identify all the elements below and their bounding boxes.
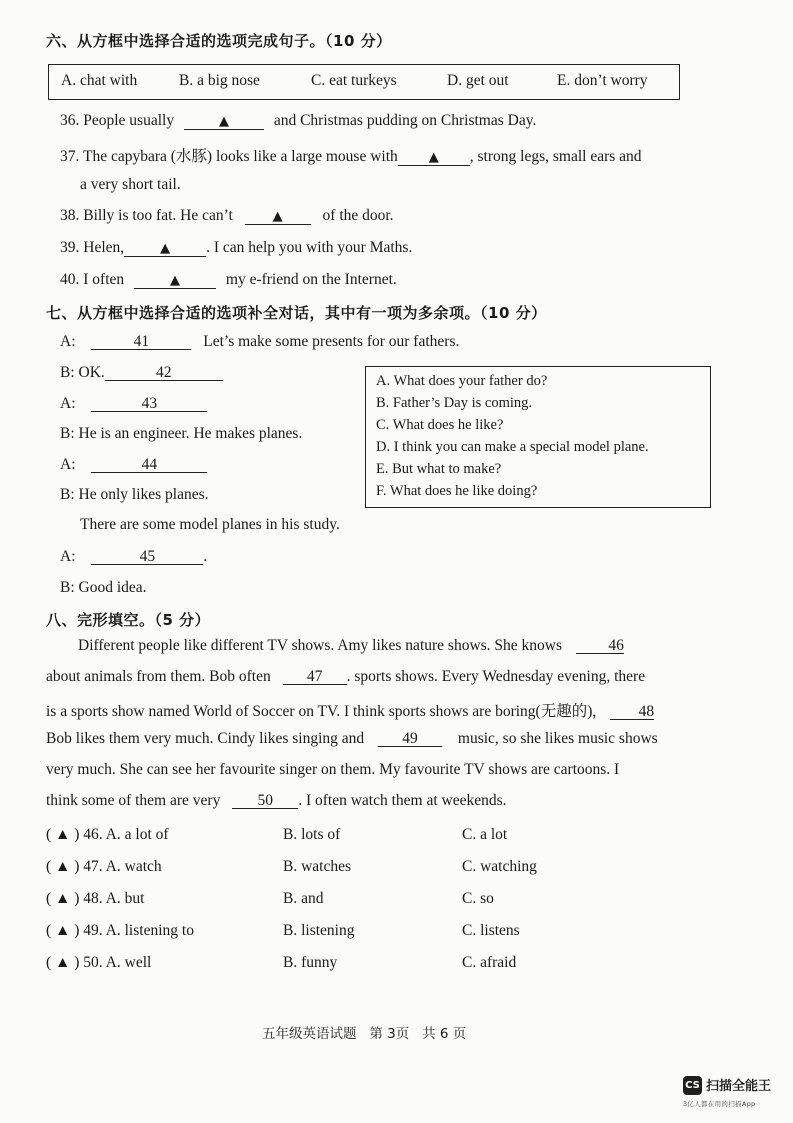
choice-46-b[interactable]: B. lots of [283, 826, 341, 843]
passage-text: Bob likes them very much. Cindy likes singing and [46, 730, 365, 747]
question-39-rest: . I can help you with your Maths. [206, 239, 413, 256]
section7-option-box [365, 366, 711, 508]
answer-blank-40[interactable] [134, 273, 216, 289]
section6-heading: 六、从方框中选择合适的选项完成句子。（10 分） [46, 32, 392, 50]
passage-text: is a sports show named World of Soccer on TV. I think sports shows are boring(无趣的), [46, 703, 597, 720]
passage-text: Different people like different TV shows. Amy likes nature shows. She knows [78, 637, 563, 654]
passage-line-3 [46, 699, 654, 721]
passage-text: music, so she likes music shows [457, 730, 658, 747]
section7-option-f: F. What does he like doing? [376, 483, 538, 499]
dialog-line-good-idea: B: Good idea. [60, 579, 147, 596]
answer-blank-36[interactable] [184, 114, 264, 130]
choice-a: ( ▲ ) 50. A. well [46, 954, 152, 971]
section6-option-e: E. don’t worry [557, 72, 648, 89]
answer-blank-42[interactable]: 42 [105, 366, 223, 381]
passage-text: . sports shows. Every Wednesday evening, there [346, 668, 646, 685]
section6-option-a: A. chat with [61, 72, 138, 89]
section7-heading: 七、从方框中选择合适的选项补全对话，其中有一项为多余项。（10 分） [46, 304, 547, 322]
choice-48-b[interactable]: B. and [283, 890, 324, 907]
passage-line-4 [46, 730, 658, 748]
triangle-mark-icon: ▲ [428, 150, 439, 165]
dialog-speaker: A: [60, 395, 76, 412]
dialog-speaker: A: [60, 548, 76, 565]
answer-blank-38[interactable] [245, 209, 311, 225]
question-39-text: 39. Helen, [60, 239, 125, 256]
dialog-line-43 [60, 395, 207, 413]
choice-row-47[interactable] [46, 858, 162, 876]
choice-50-b[interactable]: B. funny [283, 954, 338, 971]
dialog-text: Let’s make some presents for our fathers. [203, 333, 460, 350]
question-40 [60, 271, 397, 289]
dialog-speaker: B: OK. [60, 364, 105, 381]
choice-47-b[interactable]: B. watches [283, 858, 352, 875]
answer-blank-39[interactable] [124, 241, 206, 257]
triangle-mark-icon: ▲ [218, 114, 229, 129]
choice-a: ( ▲ ) 47. A. watch [46, 858, 162, 875]
choice-a: ( ▲ ) 49. A. listening to [46, 922, 194, 939]
passage-text: think some of them are very [46, 792, 221, 809]
answer-blank-41[interactable]: 41 [91, 335, 191, 350]
choice-row-48[interactable] [46, 890, 144, 908]
section6-option-c: C. eat turkeys [311, 72, 397, 89]
question-36-text: 36. People usually [60, 112, 175, 129]
page-footer: 五年级英语试题 第 3页 共 6 页 [262, 1026, 467, 1042]
answer-blank-47[interactable]: 47 [283, 670, 347, 685]
section7-option-d: D. I think you can make a special model plane. [376, 439, 649, 455]
answer-blank-46[interactable]: 46 [576, 639, 624, 654]
passage-text: about animals from them. Bob often [46, 668, 271, 685]
triangle-mark-icon: ▲ [160, 241, 171, 256]
passage-line-5: very much. She can see her favourite singer on them. My favourite TV shows are cartoons. I [46, 761, 620, 778]
triangle-mark-icon: ▲ [272, 209, 283, 224]
camscanner-name: 扫描全能王 [706, 1079, 772, 1094]
choice-a: ( ▲ ) 48. A. but [46, 890, 145, 907]
choice-47-c[interactable]: C. watching [462, 858, 537, 875]
answer-blank-49[interactable]: 49 [378, 732, 442, 747]
question-38-text: 38. Billy is too fat. He can’t [60, 207, 233, 224]
question-36-rest: and Christmas pudding on Christmas Day. [273, 112, 537, 129]
answer-blank-45[interactable]: 45 [91, 550, 203, 565]
answer-blank-48[interactable]: 48 [610, 705, 654, 720]
choice-row-50[interactable] [46, 954, 151, 972]
dialog-line-45 [60, 548, 207, 566]
dialog-text: . [203, 548, 208, 565]
choice-49-c[interactable]: C. listens [462, 922, 520, 939]
section7-option-a: A. What does your father do? [376, 373, 548, 389]
choice-a: ( ▲ ) 46. A. a lot of [46, 826, 169, 843]
question-37-text: 37. The capybara (水豚) looks like a large mouse with [60, 148, 398, 165]
dialog-line-b-engineer: B: He is an engineer. He makes planes. [60, 425, 303, 442]
camscanner-tagline: 3亿人都在用的扫描App [683, 1100, 756, 1108]
answer-blank-43[interactable]: 43 [91, 397, 207, 412]
dialog-line-41 [60, 333, 459, 351]
dialog-line-42 [60, 364, 223, 382]
camscanner-logo-icon: CS [683, 1076, 702, 1095]
section6-option-d: D. get out [447, 72, 509, 89]
triangle-mark-icon: ▲ [170, 273, 181, 288]
question-36 [60, 112, 536, 130]
section7-option-b: B. Father’s Day is coming. [376, 395, 532, 411]
question-40-text: 40. I often [60, 271, 125, 288]
section7-option-c: C. What does he like? [376, 417, 504, 433]
passage-line-6 [46, 792, 507, 810]
choice-50-c[interactable]: C. afraid [462, 954, 517, 971]
choice-row-49[interactable] [46, 922, 194, 940]
passage-line-1 [78, 637, 624, 655]
question-37-continued: a very short tail. [80, 176, 181, 193]
choice-49-b[interactable]: B. listening [283, 922, 355, 939]
passage-text: . I often watch them at weekends. [298, 792, 507, 809]
dialog-line-b-planes: B: He only likes planes. [60, 486, 209, 503]
section7-option-e: E. But what to make? [376, 461, 502, 477]
answer-blank-50[interactable]: 50 [232, 794, 298, 809]
dialog-line-44 [60, 456, 207, 474]
question-38-rest: of the door. [322, 207, 394, 224]
section6-option-box [48, 64, 680, 100]
answer-blank-37[interactable] [398, 150, 470, 166]
choice-46-c[interactable]: C. a lot [462, 826, 508, 843]
choice-row-46[interactable] [46, 826, 169, 844]
section8-heading: 八、完形填空。（5 分） [46, 611, 211, 629]
passage-line-2 [46, 668, 645, 686]
section6-option-b: B. a big nose [179, 72, 260, 89]
dialog-line-study: There are some model planes in his study. [80, 516, 340, 533]
dialog-speaker: A: [60, 456, 76, 473]
question-38 [60, 207, 394, 225]
dialog-speaker: A: [60, 333, 76, 350]
question-37-rest: , strong legs, small ears and [469, 148, 642, 165]
question-39 [60, 239, 412, 257]
question-37 [60, 144, 642, 166]
question-40-rest: my e-friend on the Internet. [225, 271, 397, 288]
answer-blank-44[interactable]: 44 [91, 458, 207, 473]
choice-48-c[interactable]: C. so [462, 890, 494, 907]
